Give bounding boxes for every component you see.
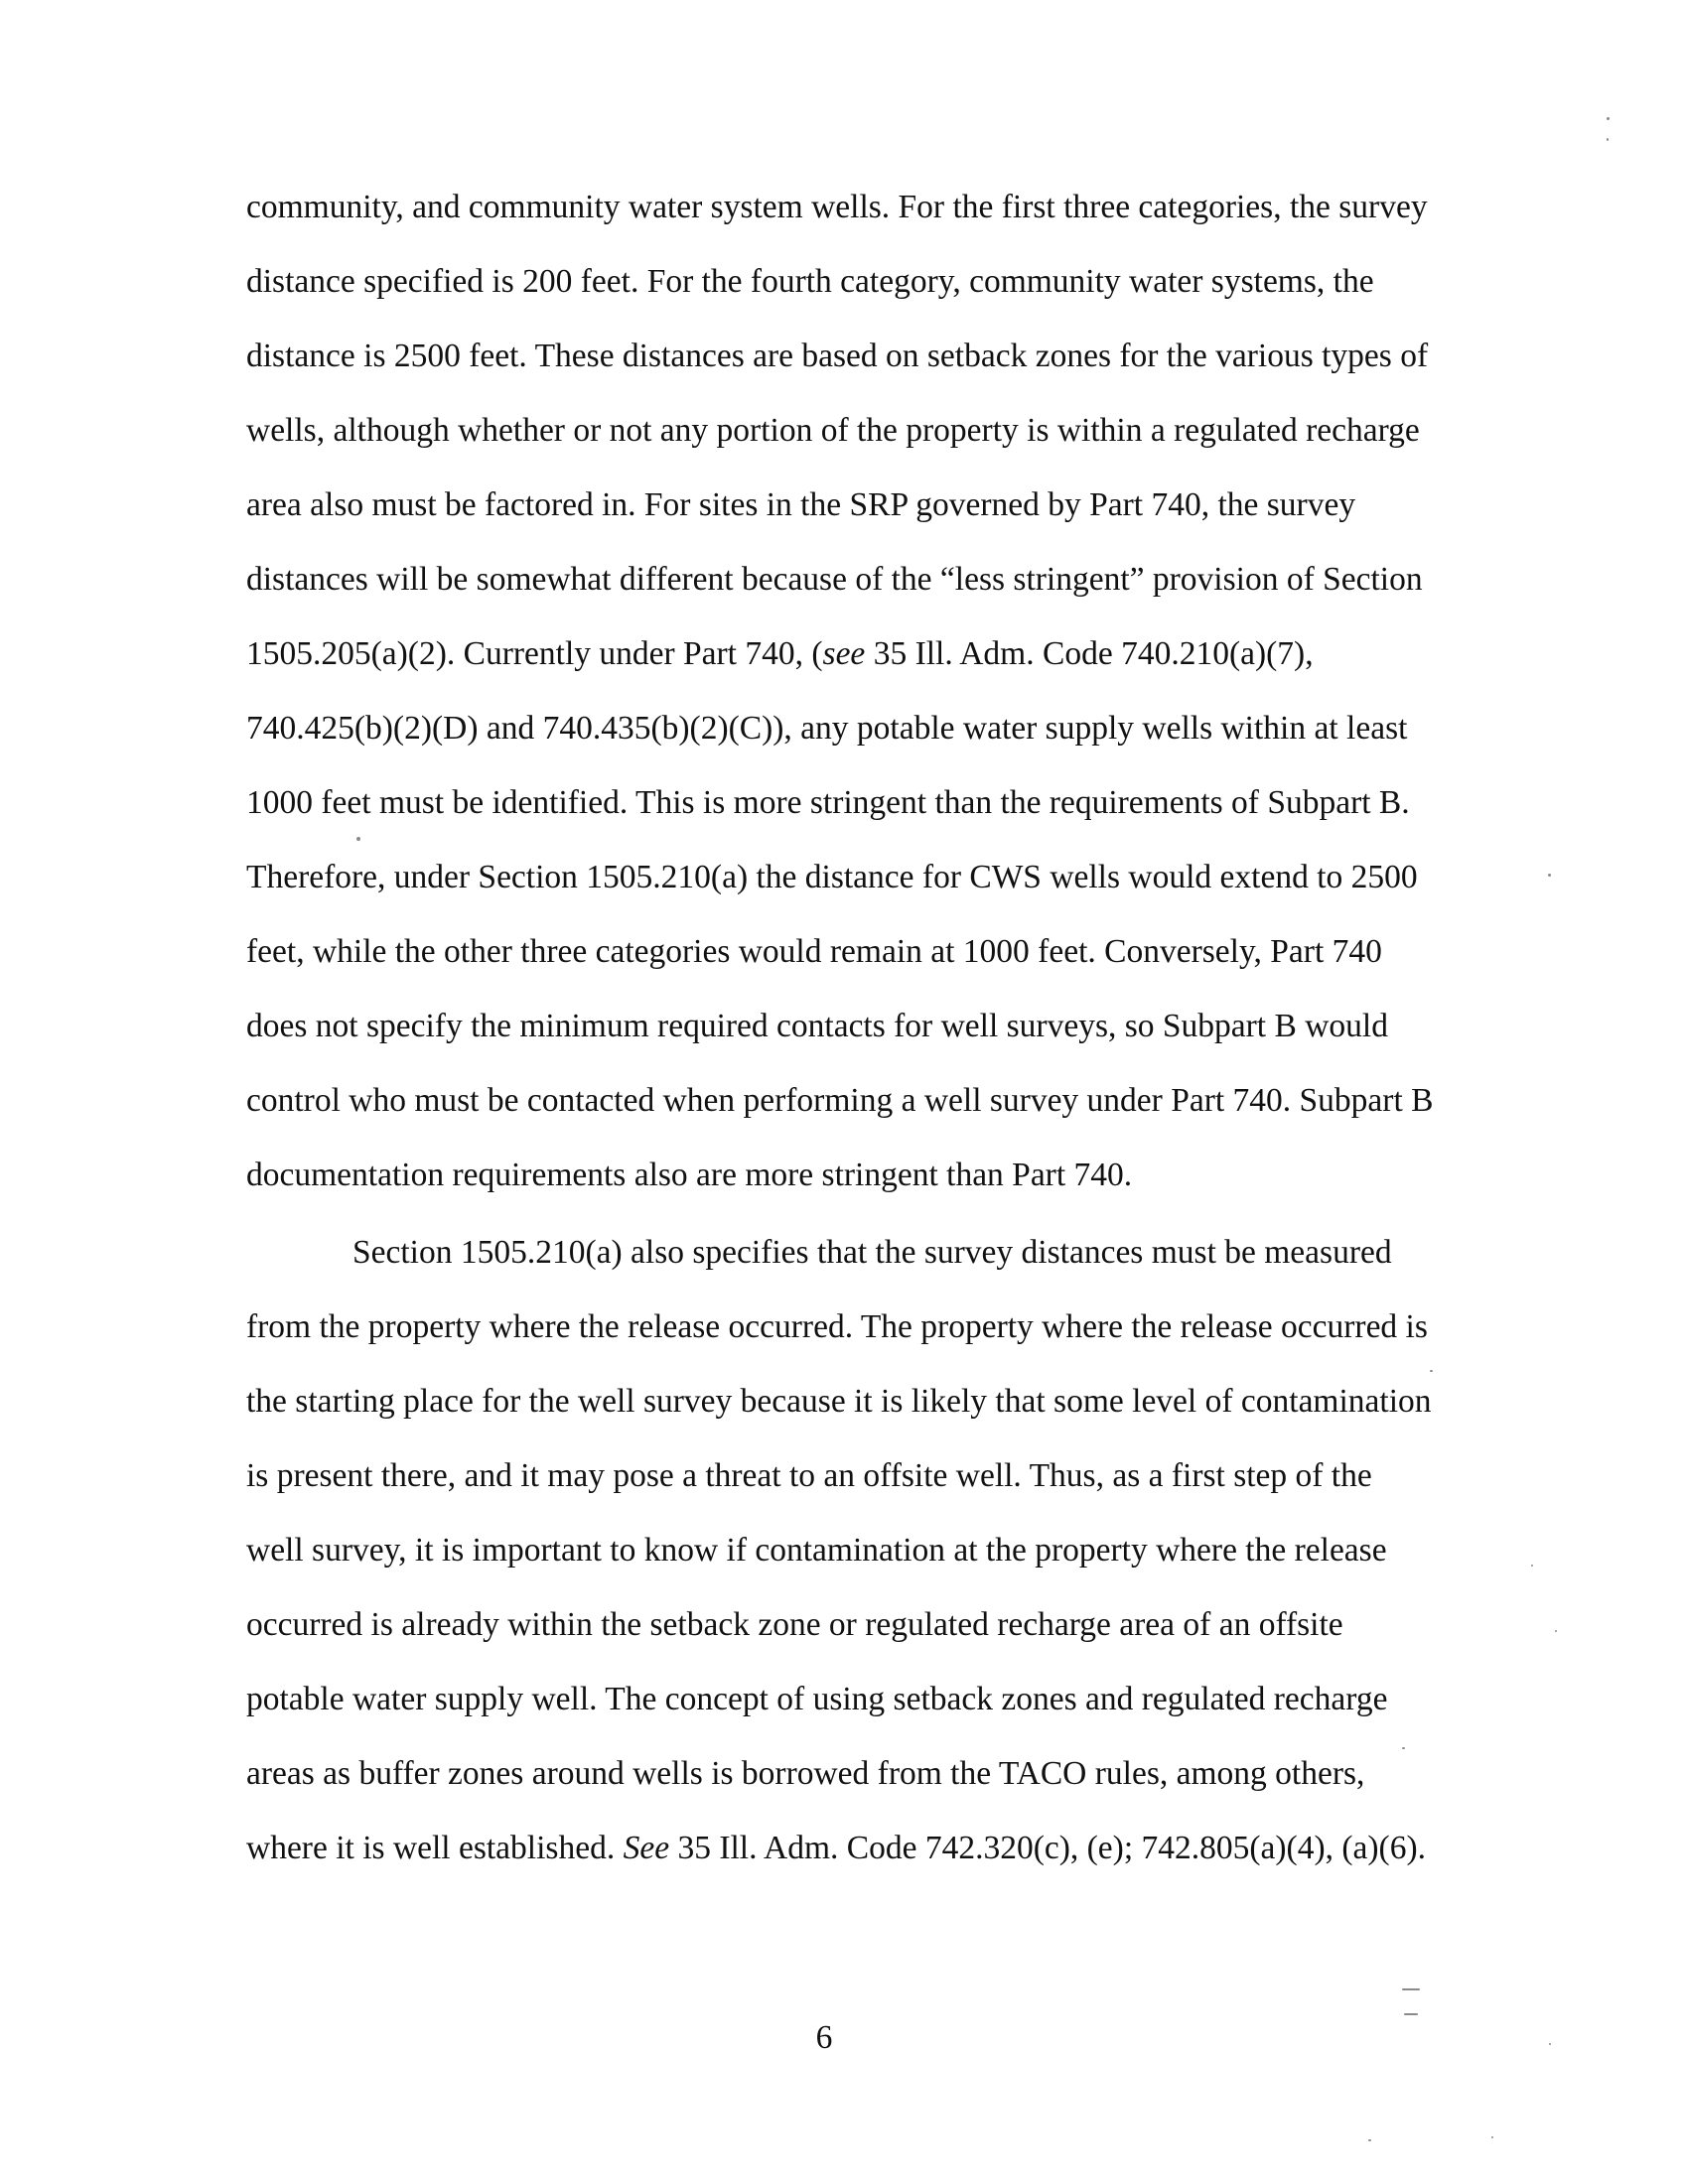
scan-speck — [1607, 117, 1610, 120]
citation-signal: see — [822, 635, 866, 672]
paragraph-line: distance specified is 200 feet. For the fourth category, community water systems, the — [246, 263, 1374, 300]
paragraph-line: distance is 2500 feet. These distances are based on setback zones for the various types of — [246, 338, 1429, 374]
paragraph-line: area also must be factored in. For sites in the SRP governed by Part 740, the survey — [246, 486, 1356, 523]
scan-speck — [1404, 2013, 1418, 2015]
paragraph-line: Section 1505.210(a) also specifies that the survey distances must be measured — [352, 1234, 1392, 1271]
scan-speck — [1548, 874, 1551, 877]
scan-speck — [1430, 1370, 1433, 1372]
scan-speck — [1555, 1630, 1557, 1632]
scan-speck — [356, 837, 360, 841]
page-number: 6 — [815, 2019, 833, 2056]
paragraph-line: from the property where the release occurred. The property where the release occurred is — [246, 1308, 1428, 1345]
paragraph-line: distances will be somewhat different because of the “less stringent” provision of Section — [246, 561, 1423, 598]
paragraph-line: community, and community water system wells. For the first three categories, the survey — [246, 189, 1428, 225]
paragraph-line: areas as buffer zones around wells is borrowed from the TACO rules, among others, — [246, 1755, 1365, 1792]
scan-speck — [1549, 2043, 1551, 2045]
paragraph-line: the starting place for the well survey because it is likely that some level of contamination — [246, 1383, 1432, 1420]
paragraph-line — [246, 632, 1314, 676]
paragraph-line: potable water supply well. The concept of using setback zones and regulated recharge — [246, 1681, 1388, 1717]
paragraph-line: 1000 feet must be identified. This is more stringent than the requirements of Subpart B. — [246, 784, 1410, 821]
paragraph-line: well survey, it is important to know if contamination at the property where the release — [246, 1532, 1387, 1569]
paragraph-line: is present there, and it may pose a threat to an offsite well. Thus, as a first step of the — [246, 1457, 1372, 1494]
scan-speck — [1531, 1565, 1533, 1567]
paragraph-line: 740.425(b)(2)(D) and 740.435(b)(2)(C)), any potable water supply wells within at least — [246, 710, 1408, 747]
text-run: 35 Ill. Adm. Code 742.320(c), (e); 742.805(a)(4), (a)(6). — [669, 1830, 1426, 1866]
text-run: 1505.205(a)(2). Currently under Part 740, ( — [246, 635, 823, 672]
scan-speck — [1402, 1988, 1420, 1990]
paragraph-line: Therefore, under Section 1505.210(a) the distance for CWS wells would extend to 2500 — [246, 859, 1418, 895]
paragraph-line: wells, although whether or not any portion of the property is within a regulated recharge — [246, 412, 1420, 449]
text-run: 35 Ill. Adm. Code 740.210(a)(7), — [865, 635, 1314, 672]
citation-signal: See — [623, 1830, 670, 1866]
scan-speck — [1491, 2136, 1493, 2138]
paragraph-line: does not specify the minimum required contacts for well surveys, so Subpart B would — [246, 1008, 1388, 1044]
text-run: where it is well established. — [246, 1830, 624, 1866]
paragraph-line: documentation requirements also are more stringent than Part 740. — [246, 1157, 1133, 1193]
scan-speck — [1607, 138, 1609, 141]
paragraph-line: occurred is already within the setback zone or regulated recharge area of an offsite — [246, 1606, 1343, 1643]
paragraph-line: control who must be contacted when performing a well survey under Part 740. Subpart B — [246, 1082, 1434, 1119]
scan-speck — [1402, 1747, 1405, 1749]
paragraph-line: feet, while the other three categories would remain at 1000 feet. Conversely, Part 740 — [246, 933, 1382, 970]
scan-speck — [1368, 2139, 1371, 2141]
paragraph-line — [246, 1827, 1426, 1870]
